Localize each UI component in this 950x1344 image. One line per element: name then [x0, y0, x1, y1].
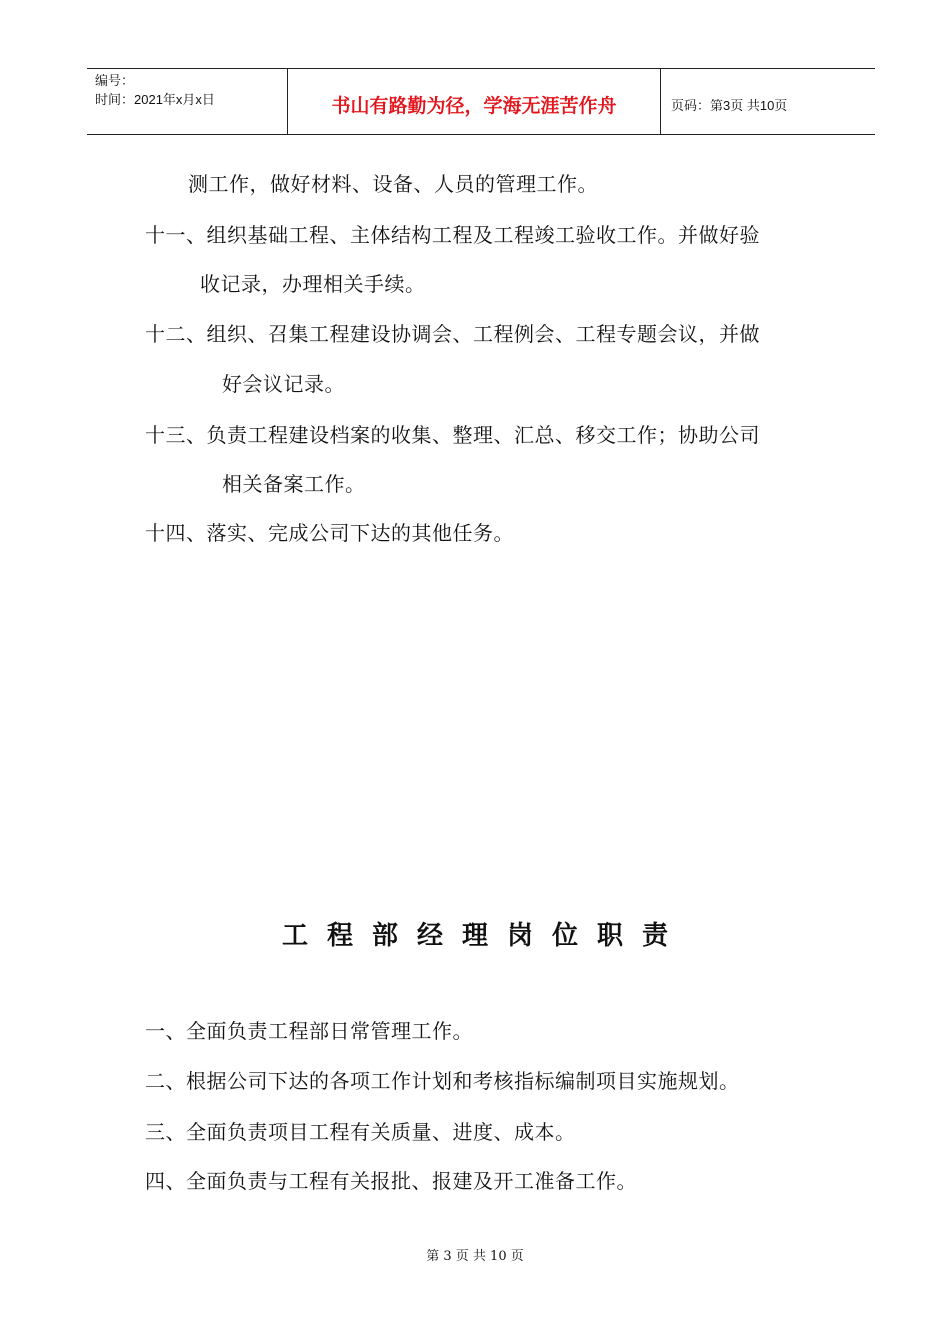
item-12-line1: 十二、组织、召集工程建设协调会、工程例会、工程专题会议，并做 [145, 322, 760, 346]
body-continuation: 测工作，做好材料、设备、人员的管理工作。 [188, 172, 598, 196]
item-11-line1: 十一、组织基础工程、主体结构工程及工程竣工验收工作。并做好验 [145, 223, 760, 247]
item-12-line2: 好会议记录。 [222, 372, 345, 396]
page-footer: 第 3 页 共 10 页 [426, 1249, 524, 1264]
section-item-2: 二、根据公司下达的各项工作计划和考核指标编制项目实施规划。 [145, 1069, 740, 1093]
header-page-number: 页码：第3页 共10页 [671, 98, 788, 113]
header-number: 编号： [95, 73, 135, 88]
header-slogan: 书山有路勤为径，学海无涯苦作舟 [288, 69, 661, 134]
item-14-line1: 十四、落实、完成公司下达的其他任务。 [145, 521, 514, 545]
section-title: 工程部经理岗位职责 [281, 921, 687, 951]
page-header [87, 68, 875, 135]
section-item-4: 四、全面负责与工程有关报批、报建及开工准备工作。 [145, 1169, 637, 1193]
section-item-3: 三、全面负责项目工程有关质量、进度、成本。 [145, 1120, 576, 1144]
item-11-line2: 收记录，办理相关手续。 [200, 272, 426, 296]
header-time: 时间：2021年x月x日 [95, 92, 215, 107]
item-13-line1: 十三、负责工程建设档案的收集、整理、汇总、移交工作；协助公司 [145, 423, 760, 447]
header-meta [87, 69, 288, 134]
section-item-1: 一、全面负责工程部日常管理工作。 [145, 1019, 473, 1043]
item-13-line2: 相关备案工作。 [222, 472, 366, 496]
